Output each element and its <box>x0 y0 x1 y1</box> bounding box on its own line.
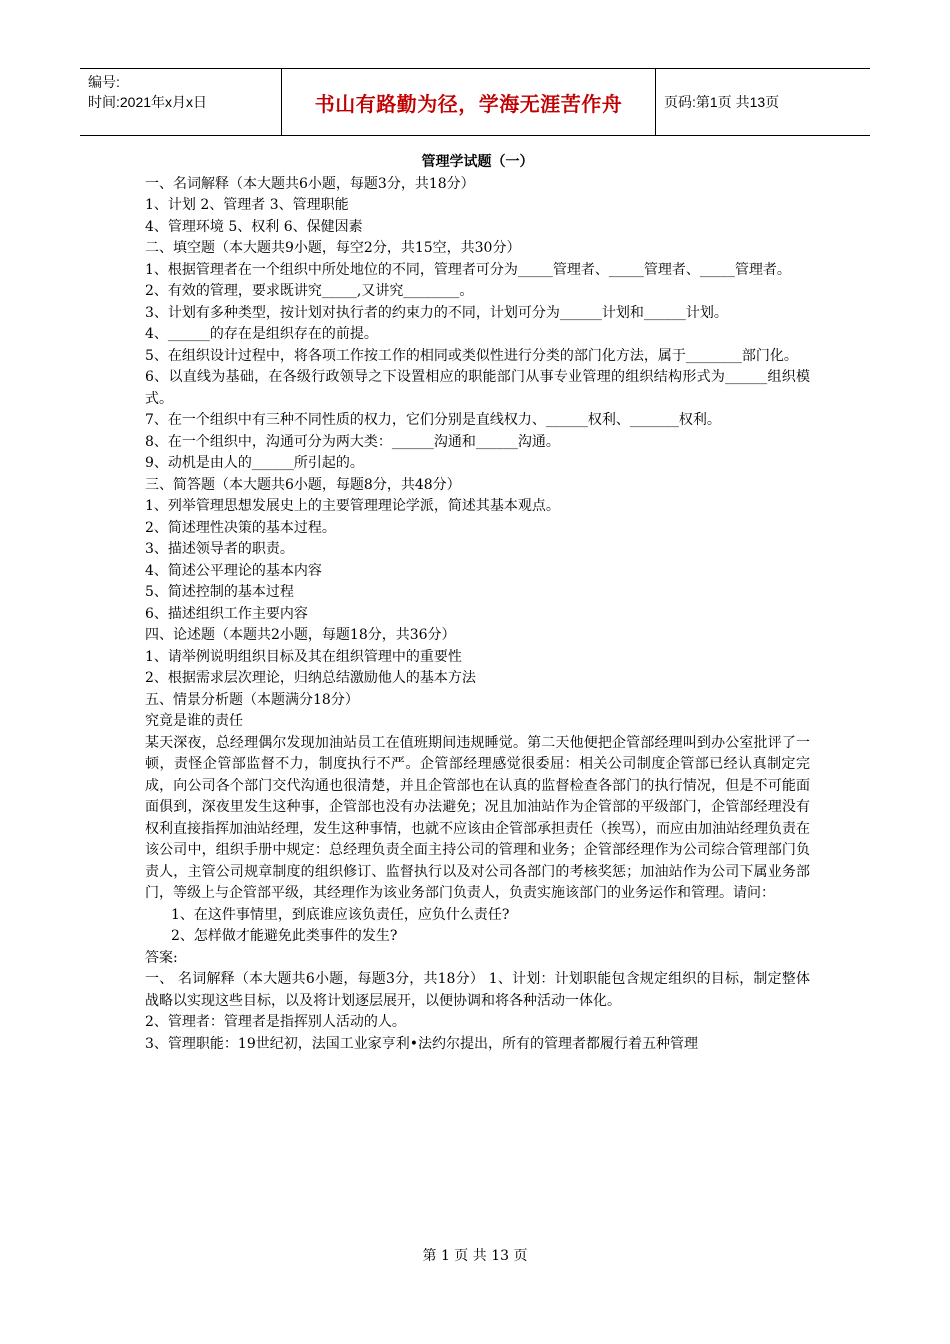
question-line: 5、简述控制的基本过程 <box>145 584 294 600</box>
case-question: 2、怎样做才能避免此类事件的发生? <box>171 928 398 944</box>
answer-paragraph: 2、管理者：管理者是指挥别人活动的人。 <box>145 1014 406 1030</box>
question-line: 2、根据需求层次理论，归纳总结激励他人的基本方法 <box>145 670 476 686</box>
question-line: 1、根据管理者在一个组织中所处地位的不同，管理者可分为_____管理者、_____管理者、_____管理者。 <box>145 261 791 278</box>
question-line: 1、计划 2、管理者 3、管理职能 <box>145 197 349 213</box>
answer-paragraph: 一、 名词解释（本大题共6小题，每题3分，共18分） 1、计划：计划职能包含规定组织的目标，制定整体战略以实现这些目标，以及将计划逐层展开，以便协调和将各种活动一体化。 <box>145 971 810 1009</box>
question-line: 4、简述公平理论的基本内容 <box>145 562 322 579</box>
page-footer: 第 1 页 共 13 页 <box>422 1248 528 1264</box>
question-line: 2、有效的管理，要求既讲究_____,又讲究________。 <box>145 283 474 299</box>
section-heading: 五、情景分析题（本题满分18分） <box>145 691 359 708</box>
case-title: 究竟是谁的责任 <box>145 713 243 729</box>
case-paragraph: 某天深夜，总经理偶尔发现加油站员工在值班期间违规睡觉。第二天他便把企管部经理叫到办公室批评了一顿，责怪企管部监督不力，制度执行不严。企管部经理感觉很委屈：相关公司制度企管部已经认真制定完成，向公司各个部门交代沟通也很清楚，并且企管部也在认真的监督检查各部门的执行情况，但是不可能面面俱到，深夜里发生这种事，企管部也没有办法避免；况且加油站作为企管部的平级部门，企管部经理没有权利直接指挥加油站经理，发生这种事情，也就不应该由企管部承担责任（挨骂），而应由加油站经理负责在该公司中，组织手册中规定：总经理负责全面主持公司的管理和业务；企管部经理作为公司综合管理部门负责人，主管公司规章制度的组织修订、监督执行以及对公司各部门的考核奖惩；加油站作为公司下属业务部门，等级上与企管部平级，其经理作为该业务部门负责人，负责实施该部门的业务运作和管理。请问： <box>145 734 810 901</box>
answer-paragraph: 3、管理职能：19世纪初，法国工业家亨利•法约尔提出，所有的管理者都履行着五种管理 <box>145 1035 698 1052</box>
question-line: 2、简述理性决策的基本过程。 <box>145 519 336 536</box>
header-page-number: 页码:第1页 共13页 <box>664 94 780 110</box>
document-number-label: 编号: <box>88 74 120 90</box>
question-line: 1、列举管理思想发展史上的主要管理理论学派，简述其基本观点。 <box>145 498 560 514</box>
section-heading: 二、填空题（本大题共9小题，每空2分，共15空，共30分） <box>145 240 521 256</box>
header-motto: 书山有路勤为径，学海无涯苦作舟 <box>281 69 656 135</box>
question-line: 6、以直线为基础，在各级行政领导之下设置相应的职能部门从事专业管理的组织结构形式为______组织模式。 <box>145 369 810 407</box>
document-title: 管理学试题（一） <box>421 154 534 170</box>
page-header <box>80 68 870 136</box>
question-line: 3、计划有多种类型，按计划对执行者的约束力的不同，计划可分为______计划和______计划。 <box>145 304 728 321</box>
question-line: 1、请举例说明组织目标及其在组织管理中的重要性 <box>145 648 462 665</box>
question-line: 9、动机是由人的______所引起的。 <box>145 455 364 471</box>
question-line: 4、管理环境 5、权利 6、保健因素 <box>145 218 363 235</box>
question-line: 4、______的存在是组织存在的前提。 <box>145 326 378 342</box>
document-body <box>145 152 810 1055</box>
answer-heading: 答案: <box>145 949 178 966</box>
section-heading: 三、简答题（本大题共6小题，每题8分，共48分） <box>145 476 461 493</box>
section-heading: 一、名词解释（本大题共6小题，每题3分，共18分） <box>145 175 475 192</box>
case-question: 1、在这件事情里，到底谁应该负责任，应负什么责任? <box>171 906 510 923</box>
question-line: 6、描述组织工作主要内容 <box>145 605 308 622</box>
question-line: 3、描述领导者的职责。 <box>145 541 294 557</box>
section-heading: 四、论述题（本题共2小题，每题18分，共36分） <box>145 627 456 643</box>
document-date-label: 时间:2021年x月x日 <box>88 94 208 110</box>
question-line: 5、在组织设计过程中，将各项工作按工作的相同或类似性进行分类的部门化方法，属于________部门化。 <box>145 347 798 364</box>
question-line: 7、在一个组织中有三种不同性质的权力，它们分别是直线权力、______权利、_______权利。 <box>145 412 721 428</box>
question-line: 8、在一个组织中，沟通可分为两大类：______沟通和______沟通。 <box>145 433 560 450</box>
header-meta <box>80 69 281 135</box>
